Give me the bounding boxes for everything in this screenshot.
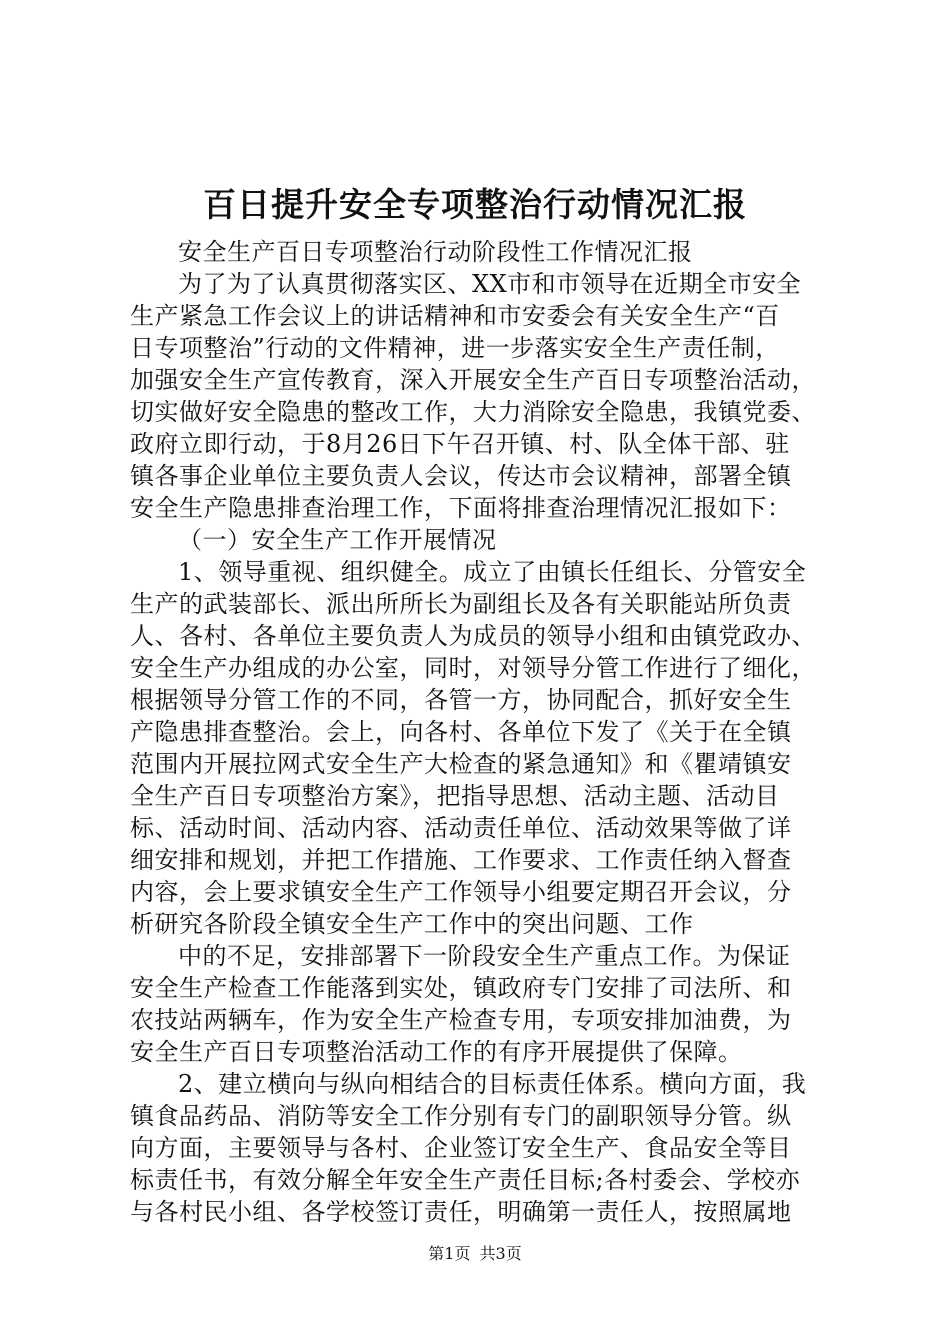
text-line: 安全生产隐患排查治理工作，下面将排查治理情况汇报如下： — [130, 494, 792, 522]
section-heading: （一）安全生产工作开展情况 — [178, 526, 497, 554]
text-line: 内容，会上要求镇安全生产工作领导小组要定期召开会议，分 — [130, 878, 792, 906]
text-line: 标责任书，有效分解全年安全生产责任目标;各村委会、学校亦 — [130, 1166, 801, 1194]
text-line: 切实做好安全隐患的整改工作，大力消除安全隐患，我镇党委、 — [130, 398, 816, 426]
text-line: 镇各事企业单位主要负责人会议，传达市会议精神，部署全镇 — [130, 462, 792, 490]
page-number: 第1页 — [428, 1244, 471, 1263]
text-line: 生产紧急工作会议上的讲话精神和市安委会有关安全生产“百 — [130, 302, 780, 330]
text-line: 析研究各阶段全镇安全生产工作中的突出问题、工作 — [130, 910, 694, 938]
text-line: 为了为了认真贯彻落实区、XX市和市领导在近期全市安全 — [178, 270, 802, 298]
page-total: 共3页 — [479, 1244, 522, 1263]
text-line: 日专项整治”行动的文件精神，进一步落实安全生产责任制， — [130, 334, 780, 362]
text-line: 政府立即行动，于8月26日下午召开镇、村、队全体干部、驻 — [130, 430, 790, 458]
text-line: 1、领导重视、组织健全。成立了由镇长任组长、分管安全 — [178, 558, 807, 586]
text-line: 镇食品药品、消防等安全工作分别有专门的副职领导分管。纵 — [130, 1102, 792, 1130]
text-line: 人、各村、各单位主要负责人为成员的领导小组和由镇党政办、 — [130, 622, 816, 650]
text-line: 中的不足，安排部署下一阶段安全生产重点工作。为保证 — [178, 942, 791, 970]
text-line: 产隐患排查整治。会上，向各村、各单位下发了《关于在全镇 — [130, 718, 792, 746]
text-line: 与各村民小组、各学校签订责任，明确第一责任人，按照属地 — [130, 1198, 792, 1226]
text-line: 安全生产检查工作能落到实处，镇政府专门安排了司法所、和 — [130, 974, 792, 1002]
text-line: 细安排和规划，并把工作措施、工作要求、工作责任纳入督查 — [130, 846, 792, 874]
text-line: 安全生产百日专项整治行动阶段性工作情况汇报 — [178, 238, 693, 266]
text-line: 加强安全生产宣传教育，深入开展安全生产百日专项整治活动， — [130, 366, 816, 394]
text-line: 范围内开展拉网式安全生产大检查的紧急通知》和《瞿靖镇安 — [130, 750, 792, 778]
text-line: 农技站两辆车，作为安全生产检查专用，专项安排加油费，为 — [130, 1006, 792, 1034]
text-line: 生产的武装部长、派出所所长为副组长及各有关职能站所负责 — [130, 590, 792, 618]
text-line: 2、建立横向与纵向相结合的目标责任体系。横向方面，我 — [178, 1070, 807, 1098]
text-line: 安全生产百日专项整治活动工作的有序开展提供了保障。 — [130, 1038, 743, 1066]
text-line: 标、活动时间、活动内容、活动责任单位、活动效果等做了详 — [130, 814, 792, 842]
page-footer — [0, 1242, 950, 1266]
text-line: 根据领导分管工作的不同，各管一方，协同配合，抓好安全生 — [130, 686, 792, 714]
document-title: 百日提升安全专项整治行动情况汇报 — [203, 185, 747, 224]
text-line: 全生产百日专项整治方案》，把指导思想、活动主题、活动目 — [130, 782, 780, 810]
text-line: 向方面，主要领导与各村、企业签订安全生产、食品安全等目 — [130, 1134, 792, 1162]
text-line: 安全生产办组成的办公室，同时，对领导分管工作进行了细化， — [130, 654, 816, 682]
